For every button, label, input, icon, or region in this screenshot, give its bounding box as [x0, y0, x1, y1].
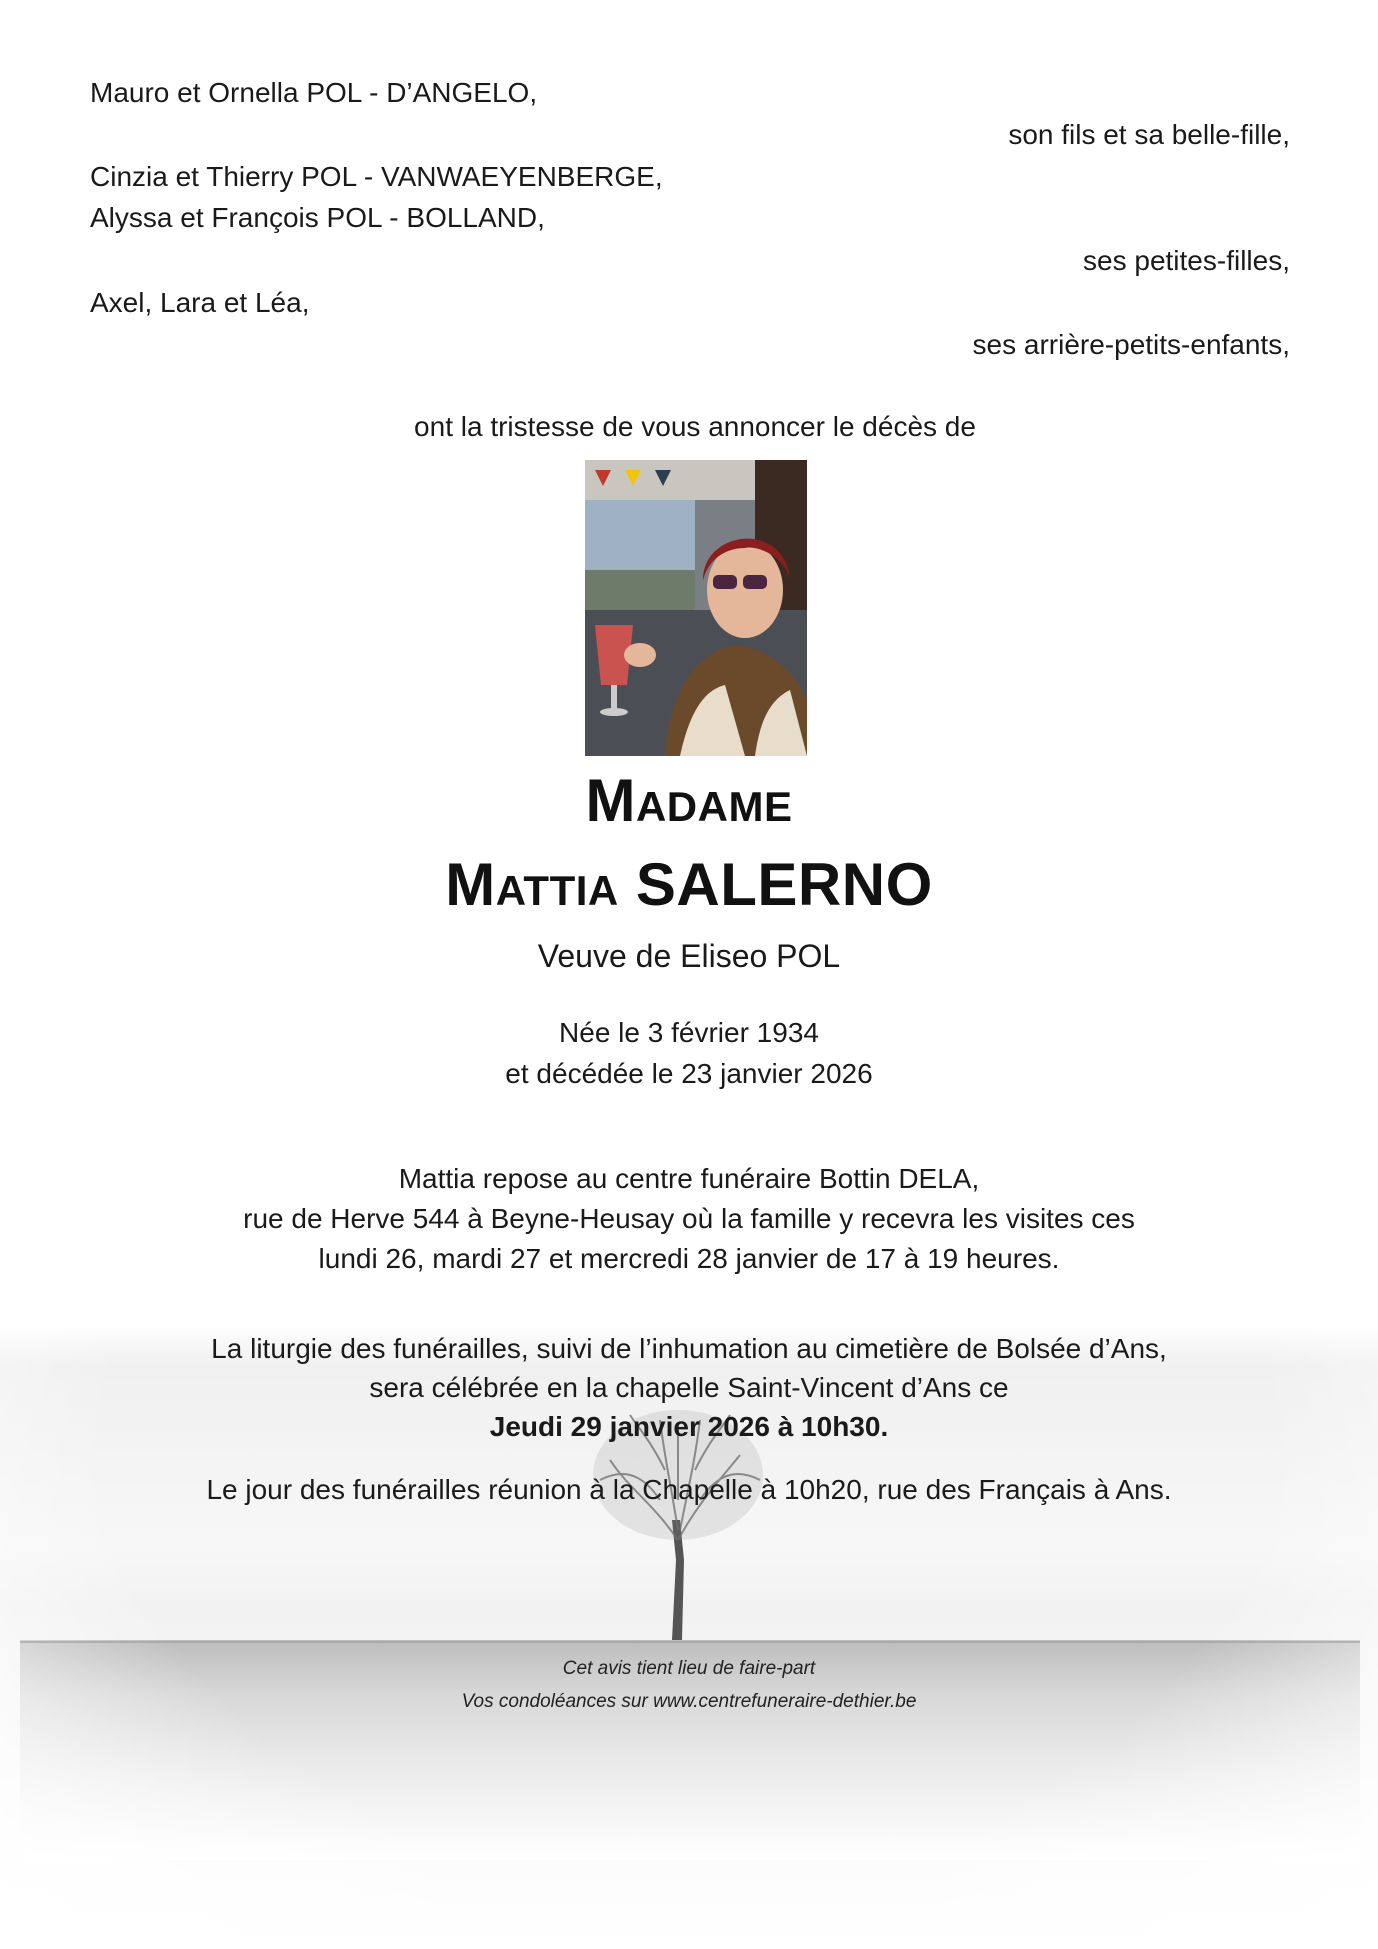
- family-granddaughter-1: Cinzia et Thierry POL - VANWAEYENBERGE,: [90, 161, 663, 192]
- visits-line-3: lundi 26, mardi 27 et mercredi 28 janvier de 17 à 19 heures.: [318, 1243, 1060, 1274]
- family-son: Mauro et Ornella POL - D’ANGELO,: [90, 77, 538, 108]
- death-date: et décédée le 23 janvier 2026: [505, 1058, 873, 1089]
- family-granddaughter-2: Alyssa et François POL - BOLLAND,: [90, 202, 545, 233]
- widow-of: Veuve de Eliseo POL: [537, 938, 841, 974]
- deceased-portrait-photo: [585, 460, 807, 756]
- family-great-grandchildren: Axel, Lara et Léa,: [90, 287, 310, 318]
- funeral-date-time: Jeudi 29 janvier 2026 à 10h30.: [489, 1411, 889, 1442]
- birth-date: Née le 3 février 1934: [559, 1017, 819, 1048]
- deceased-name: Mattia SALERNO: [445, 851, 933, 918]
- family-role-great-grandchildren: ses arrière-petits-enfants,: [972, 329, 1290, 360]
- announcement-line: ont la tristesse de vous annoncer le décès de: [414, 411, 976, 442]
- family-role-son: son fils et sa belle-fille,: [1008, 119, 1290, 150]
- funeral-line-2: sera célébrée en la chapelle Saint-Vincent d’Ans ce: [369, 1372, 1009, 1403]
- funeral-line-1: La liturgie des funérailles, suivi de l’inhumation au cimetière de Bolsée d’Ans,: [211, 1333, 1167, 1364]
- funeral-meeting: Le jour des funérailles réunion à la Chapelle à 10h20, rue des Français à Ans.: [206, 1474, 1172, 1505]
- deceased-title: Madame: [585, 767, 793, 834]
- condolences-text: Vos condoléances sur www.centrefuneraire-dethier.be: [461, 1691, 917, 1712]
- notice-text: Cet avis tient lieu de faire-part: [562, 1658, 816, 1679]
- family-role-granddaughters: ses petites-filles,: [1083, 245, 1290, 276]
- visits-line-1: Mattia repose au centre funéraire Bottin DELA,: [398, 1163, 980, 1194]
- visits-line-2: rue de Herve 544 à Beyne-Heusay où la famille y recevra les visites ces: [243, 1203, 1135, 1234]
